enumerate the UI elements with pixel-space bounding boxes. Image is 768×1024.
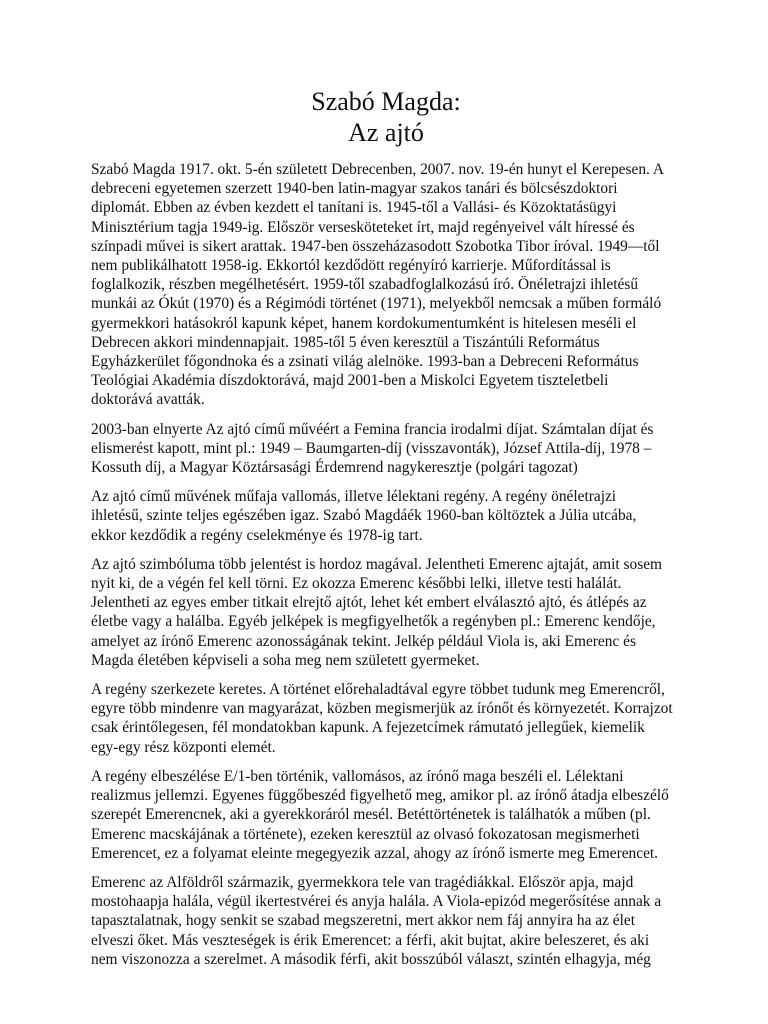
paragraph-narration: A regény elbeszélése E/1-ben történik, vallomásos, az írónő maga beszéli el. Lélektani realizmus jellemzi. Egyenes függőbeszéd figyelhető meg, amikor pl. az írónő átadja elbeszélő szerepét Emerencnek, aki a gyerekkoráról mesél. Betéttörténetek is találhatók a műben (pl. Emerenc macskájának a története), ezeken keresztül az olvasó fokozatosan megismerheti Emerencet, ez a folyamat eleinte megegyezik azzal, ahogy az írónő ismerte meg Emerencet.: [91, 767, 669, 862]
paragraph-awards: 2003-ban elnyerte Az ajtó című művéért a Femina francia irodalmi díjat. Számtalan díjat és elismerést kapott, mint pl.: 1949 – Baumgarten-díj (visszavonták), József Attila-díj, 1978 – Kossuth díj, a Magyar Köztársasági Érdemrend nagykeresztje (polgári tagozat): [91, 420, 654, 477]
title-work: Az ajtó: [348, 118, 424, 147]
document-page: [91, 86, 681, 979]
paragraph-biography: Szabó Magda 1917. okt. 5-én született Debrecenben, 2007. nov. 19-én hunyt el Kerepesen. A debreceni egyetemen szerzett 1940-ben latin-magyar szakos tanári és bölcsészdoktori diplomát. Ebben az évben kezdett el tanítani is. 1945-től a Vallási- és Közoktatásügyi Minisztérium tagja 1949-ig. Először versesköteteket írt, majd regényeivel vált híressé és színpadi művei is sikert arattak. 1947-ben összeházasodott Szobotka Tibor íróval. 1949—től nem publikálhatott 1958-ig. Ekkortól kezdődött regényíró karrierje. Műfordítással is foglalkozik, részben megélhetésért. 1959-től szabadfoglalkozású író. Önéletrajzi ihletésű munkái az Ókút (1970) és a Régimódi történet (1971), melyekből nemcsak a műben formáló gyermekkori hatásokról kapunk képet, hanem kordokumentumként is hitelesen meséli el Debrecen akkori mindennapjait. 1985-től 5 éven keresztül a Tiszántúli Református Egyházkerület főgondnoka és a zsinati világ alelnöke. 1993-ban a Debreceni Református Teológiai Akadémia díszdoktorává, majd 2001-ben a Miskolci Egyetem tiszteletbeli doktorává avatták.: [91, 161, 664, 409]
paragraph-symbolism: Az ajtó szimbóluma több jelentést is hordoz magával. Jelentheti Emerenc ajtaját, amit sosem nyit ki, de a végén fel kell törni. Ez okozza Emerenc későbbi lelki, illetve testi halálát. Jelentheti az egyes ember titkait elrejtő ajtót, lehet két embert elválasztó ajtó, és átlépés az életbe vagy a halálba. Egyéb jelképek is megfigyelhetők a regényben pl.: Emerenc kendője, amelyet az írónő Emerenc azonosságának tekint. Jelkép például Viola is, aki Emerenc és Magda életében képviseli a soha meg nem született gyermeket.: [91, 555, 662, 669]
paragraph-genre: Az ajtó című művének műfaja vallomás, illetve lélektani regény. A regény önéletrajzi ihletésű, szinte teljes egészében igaz. Szabó Magdáék 1960-ban költöztek a Júlia utcába, ekkor kezdődik a regény cselekménye és 1978-ig tart.: [91, 488, 637, 544]
title-author: Szabó Magda:: [311, 87, 461, 116]
document-title: [91, 86, 681, 148]
paragraph-structure: A regény szerkezete keretes. A történet előrehaladtával egyre többet tudunk meg Emerencről, egyre több mindenre van magyarázat, közben megismerjük az írónőt és környezetét. Korrajzot csak érintőlegesen, fél mondatokban kapunk. A fejezetcímek rámutató jellegűek, kiemelik egy-egy rész központi elemét.: [91, 681, 673, 756]
paragraph-emerenc: Emerenc az Alföldről származik, gyermekkora tele van tragédiákkal. Először apja, majd mostohaapja halála, végül ikertestvérei és anyja halála. A Viola-epizód megerősítése annak a tapasztalatnak, hogy senkit se szabad megszeretni, mert akkor nem fáj annyira ha az élet elveszi őket. Más veszteségek is érik Emerencet: a férfi, akit bujtat, akire beleszeret, és aki nem viszonozza a szerelmet. A második férfi, akit bosszúból választ, szintén elhagyja, még: [91, 873, 662, 968]
